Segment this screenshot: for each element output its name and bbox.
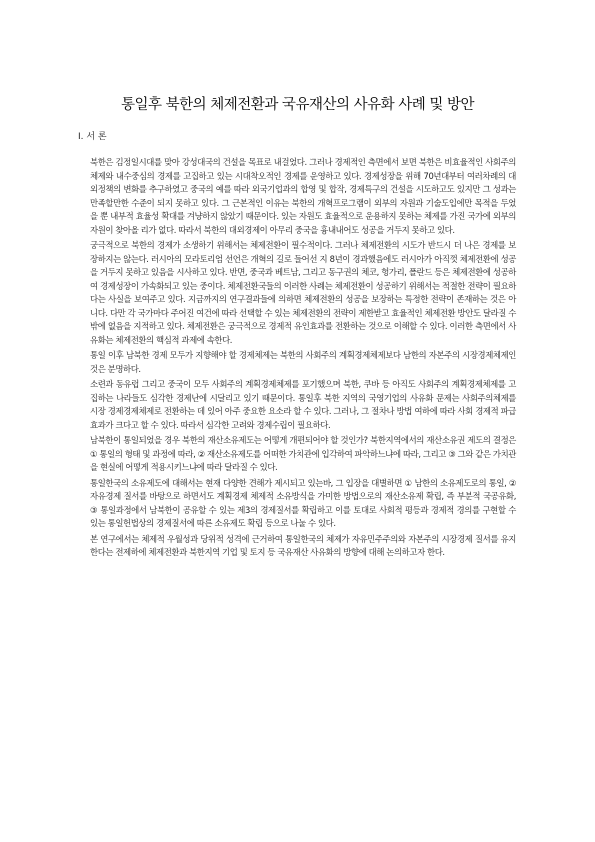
paragraph: 본 연구에서는 체제적 우월성과 당위적 성격에 근거하여 통일한국의 체제가 자유민주주의와 자본주의 시장경제 질서를 유지한다는 전제하에 체제전환과 북한지역 기업 및 토지 등 국유재산 사유화의 방향에 대해 논의하고자 한다. <box>90 533 516 557</box>
paragraph: 통일한국의 소유제도에 대해서는 현재 다양한 견해가 제시되고 있는바, 그 입장을 대별하면 ① 남한의 소유제도로의 통일, ② 자유경제 질서를 바탕으로 하면서도 계획경제 체제적 소유방식을 가미한 방법으로의 재산소유제 확립, 즉 부분적 국공유화, ③ 통일과정에서 남북한이 공유할 수 있는 제3의 경제질서를 확립하고 이를 토대로 사회적 평등과 경제적 경의를 구현할 수 있는 통일헌법상의 경제질서에 따른 소유제도 확립 등으로 나눌 수 있다. <box>90 477 516 528</box>
paragraph: 통일 이후 남북한 경제 모두가 지향해야 할 경제체제는 북한의 사회주의 계획경제체제보다 남한의 자본주의 시장경제체제인 것은 분명하다. <box>90 350 516 374</box>
document-title: 통일후 북한의 체제전환과 국유재산의 사유화 사례 및 방안 <box>121 97 474 113</box>
paragraph: 북한은 김정일시대를 맞아 강성대국의 건설을 목표로 내걸었다. 그러나 경제적인 측면에서 보면 북한은 비효율적인 사회주의 체제와 내수중심의 경제를 고집하고 있는 시대착오적인 경제를 운영하고 있다. 경제성장을 위해 70년대부터 여러차례의 대외정책의 변화를 추구하였고 중국의 예를 따라 외국기업과의 합영 및 합작, 경제특구의 건설을 시도하고도 있지만 그 성과는 만족할만한 수준이 되지 못하고 있다. 그 근본적인 이유는 북한의 개혁프로그램이 외부의 자원과 기술도입에만 목적을 두었을 뿐 내부적 효율성 확대를 겨냥하지 않았기 때문이다. 있는 자원도 효율적으로 운용하지 못하는 체제를 가진 국가에 외부의 자원이 찾아올 리가 없다. 따라서 북한의 대외경제이 아무리 중국을 흉내내어도 성공을 거두지 못하고 있다. <box>90 157 516 235</box>
paragraph: 소련과 동유럽 그리고 중국이 모두 사회주의 계획경제체제를 포기했으며 북한, 쿠바 등 아직도 사회주의 계획경제체제를 고집하는 나라들도 심각한 경제난에 시달리고 있기 때문이다. 통일후 북한 지역의 국영기업의 사유화 문제는 사회주의체제를 시장 경제경제체제로 전환하는 데 있어 아주 중요한 요소라 할 수 있다. 그러나, 그 절차나 방법 여하에 따라 사회 경제적 파급 효과가 크다고 할 수 있다. 따라서 심각한 고려와 경제수립이 필요하다. <box>90 379 516 430</box>
paragraph: 궁극적으로 북한의 경제가 소생하기 위해서는 체제전환이 필수적이다. 그러나 체제전환의 시도가 반드시 더 나은 경제를 보장하지는 않는다. 러시아의 모라토리엄 선언은 개혁의 길로 들어선 지 8년이 경과했음에도 러시아가 아직껏 체제전환에 성공을 거두지 못하고 있음을 시사하고 있다. 반면, 중국과 베트남, 그리고 동구권의 체코, 헝가리, 폴란드 등은 체제전환에 성공하여 경제성장이 가속화되고 있는 중이다. 체제전환국들의 이러한 사례는 체제전환이 성공하기 위해서는 적절한 전략이 필요하다는 사실을 보여주고 있다. 지금까지의 연구결과들에 의하면 체제전환의 성공을 보장하는 특정한 전략이 존재하는 것은 아니다. 다만 각 국가마다 주어진 여건에 따라 선택할 수 있는 체제전환의 전략이 제한받고 효율적인 체제전환 방안도 달라질 수밖에 없음을 지적하고 있다. 체제전환은 궁극적으로 경제적 유인효과를 전환하는 것으로 이해할 수 있다. 이러한 측면에서 사유화는 체제전환의 핵심적 과제에 속한다. <box>90 240 516 345</box>
paragraph: 남북한이 통일되었을 경우 북한의 재산소유제도는 어떻게 개편되어야 할 것인가? 북한지역에서의 재산소유권 제도의 결정은 ① 통일의 형태 및 과정에 따라, ② 재산소유제도를 어떠한 가치관에 입각하여 파악하느냐에 따라, 그리고 ③ 그와 같은 가치관을 현실에 어떻게 적용시키느냐에 따라 달라질 수 있다. <box>90 435 516 472</box>
document-body <box>90 156 516 562</box>
section-heading: Ⅰ. 서 론 <box>78 132 107 142</box>
